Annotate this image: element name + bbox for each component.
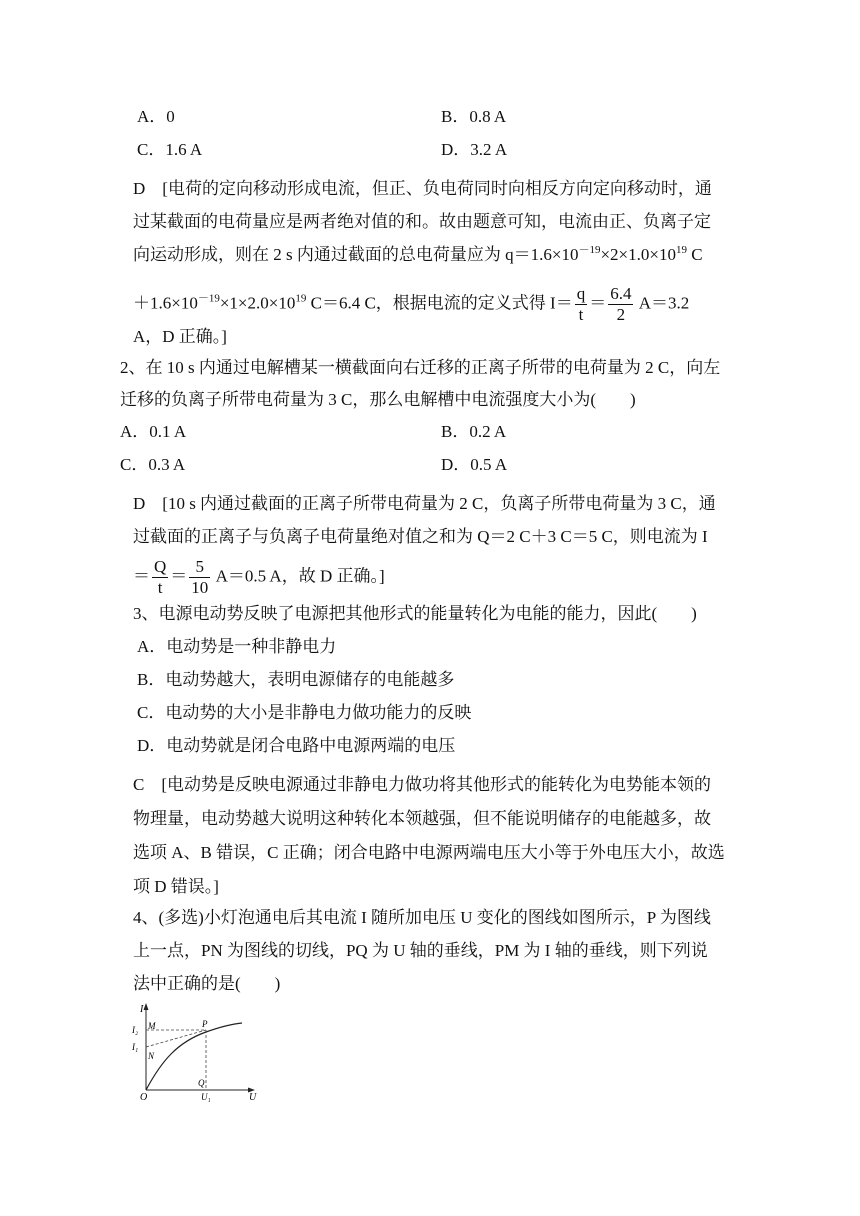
q3-stem: 3、电源电动势反映了电源把其他形式的能量转化为电能的能力，因此( ) — [133, 604, 697, 623]
q1-answer-line-2: 过某截面的电荷量应是两者绝对值的和。故由题意可知，电流由正、负离子定 — [133, 212, 711, 231]
q1-answer-line-4: $+1.6\times 10^{-19}\times 1\times 2.0\times 10^{19}$ C＝6.4 C，根据电流的定义式得 I＝ $\frac{q}{t}$ ＝ $\frac{6.4}{2}$ A＝3.2 — [133, 284, 690, 324]
fraction-Q-over-t: $\frac{Q}{t}$ — [154, 557, 167, 597]
q3-option-b: B．电动势越大，表明电源储存的电能越多 — [137, 670, 455, 689]
label-i2: I₂ — [132, 1025, 139, 1035]
fraction-6.4-over-2: $\frac{6.4}{2}$ — [610, 284, 632, 324]
q2-option-d: D．0.5 A — [441, 455, 508, 474]
q2-option-a: A．0.1 A — [120, 422, 187, 441]
label-q: Q — [198, 1078, 205, 1088]
q1-option-b: B．0.8 A — [441, 107, 507, 126]
q3-option-a: A．电动势是一种非静电力 — [137, 637, 337, 656]
q3-option-d: D．电动势就是闭合电路中电源两端的电压 — [137, 736, 456, 755]
label-o: O — [140, 1092, 148, 1103]
iu-curve-figure — [128, 1000, 263, 1105]
q2-answer-line-1: D [10 s 内通过截面的正离子所带电荷量为 2 C，负离子所带电荷量为 3 C，通 — [133, 494, 716, 513]
label-i1: I₁ — [132, 1042, 139, 1052]
q1-option-a: A．0 — [137, 107, 175, 126]
q4-stem-line-1: 4、(多选)小灯泡通电后其电流 I 随所加电压 U 变化的图线如图所示，P 为图线 — [133, 908, 711, 927]
label-n: N — [148, 1051, 155, 1061]
q1-answer-line-1: D [电荷的定向移动形成电流，但正、负电荷同时向相反方向定向移动时，通 — [133, 179, 712, 198]
label-u1: U₁ — [201, 1092, 211, 1102]
q2-stem-line-1: 2、在 10 s 内通过电解槽某一横截面向右迁移的正离子所带的电荷量为 2 C，向左 — [120, 358, 721, 377]
q3-answer-line-1: C [电动势是反映电源通过非静电力做功将其他形式的能转化为电势能本领的 — [133, 775, 711, 794]
q1-option-d: D．3.2 A — [441, 140, 508, 159]
pn-tangent-line — [146, 1030, 206, 1047]
q2-option-b: B．0.2 A — [441, 422, 507, 441]
q1-answer-line-5: A，D 正确。] — [133, 327, 227, 346]
q1-answer-line-3: 向运动形成，则在 2 s 内通过截面的总电荷量应为 $q=1.6\times 10^{-19}\times 2\times 1.0\times 10^{19}$ C — [133, 244, 703, 264]
label-m: M — [148, 1021, 156, 1031]
q3-option-c: C．电动势的大小是非静电力做功能力的反映 — [137, 703, 472, 722]
fraction-5-over-10: $\frac{5}{10}$ — [191, 557, 209, 597]
q1-option-c: C．1.6 A — [137, 140, 203, 159]
label-p: P — [202, 1019, 208, 1029]
q3-answer-line-3: 选项 A、B 错误，C 正确；闭合电路中电源两端电压大小等于外电压大小，故选 — [133, 843, 725, 862]
q4-stem-line-2: 上一点，PN 为图线的切线，PQ 为 U 轴的垂线，PM 为 I 轴的垂线，则下列说 — [133, 941, 708, 960]
iu-curve — [146, 1023, 242, 1090]
i-axis-arrow — [144, 1003, 149, 1010]
q4-stem-line-3: 法中正确的是( ) — [133, 974, 281, 993]
q2-stem-line-2: 迁移的负离子所带电荷量为 3 C，那么电解槽中电流强度大小为( ) — [120, 390, 636, 409]
q3-answer-line-4: 项 D 错误。] — [133, 877, 219, 896]
label-i: I — [140, 1004, 144, 1015]
q3-answer-line-2: 物理量，电动势越大说明这种转化本领越强，但不能说明储存的电能越多，故 — [133, 809, 711, 828]
fraction-q-over-t: $\frac{q}{t}$ — [576, 284, 586, 324]
q2-answer-line-3: ＝ $\frac{Q}{t}$ ＝ $\frac{5}{10}$ A＝0.5 A，故 D 正确。] — [133, 557, 385, 597]
label-u: U — [249, 1092, 257, 1103]
q2-option-c: C．0.3 A — [120, 455, 186, 474]
q2-answer-line-2: 过截面的正离子与负离子电荷量绝对值之和为 Q＝2 C＋3 C＝5 C，则电流为 I — [133, 527, 708, 546]
